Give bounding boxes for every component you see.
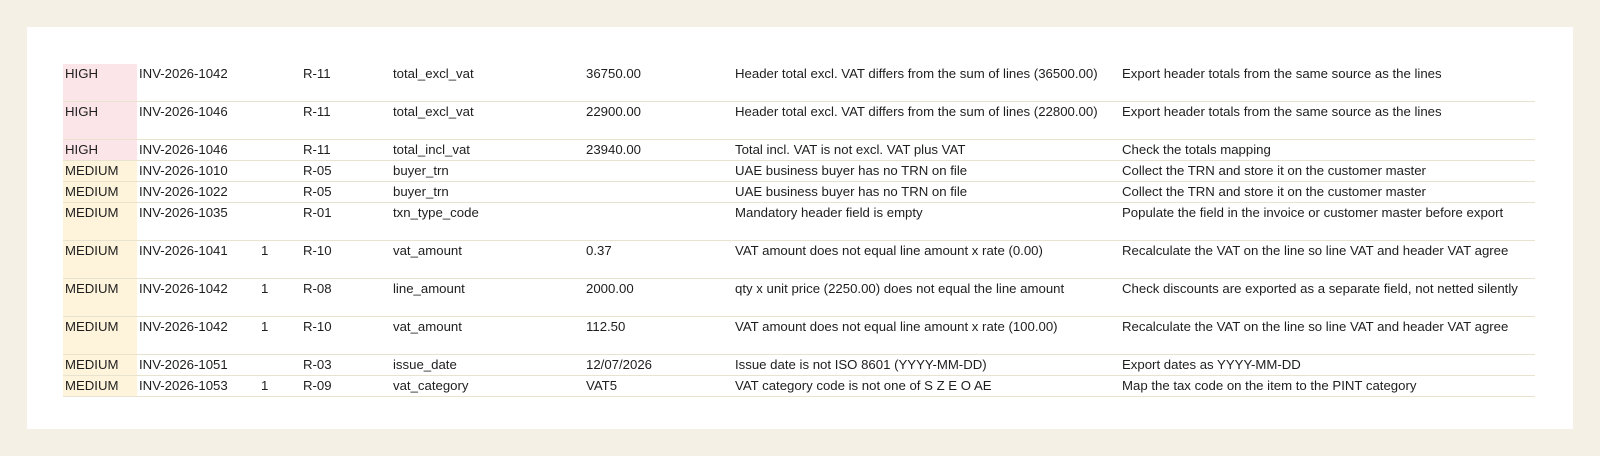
message-cell: qty x unit price (2250.00) does not equal the line amount (733, 279, 1120, 317)
rule-id-cell: R-10 (301, 241, 391, 279)
value-cell: 0.37 (584, 241, 733, 279)
field-name-cell: buyer_trn (391, 182, 584, 203)
line-number-cell (259, 182, 301, 203)
table-row (63, 241, 1535, 279)
field-name-cell: vat_category (391, 376, 584, 397)
table-row (63, 376, 1535, 397)
severity-cell: MEDIUM (63, 161, 137, 182)
severity-cell: HIGH (63, 64, 137, 102)
table-row (63, 140, 1535, 161)
field-name-cell: total_excl_vat (391, 64, 584, 102)
line-number-cell (259, 140, 301, 161)
fix-cell: Collect the TRN and store it on the customer master (1120, 182, 1535, 203)
rule-id-cell: R-09 (301, 376, 391, 397)
field-name-cell: total_excl_vat (391, 102, 584, 140)
message-cell: UAE business buyer has no TRN on file (733, 182, 1120, 203)
invoice-number-cell: INV-2026-1046 (137, 140, 259, 161)
value-cell: 22900.00 (584, 102, 733, 140)
line-number-cell: 1 (259, 279, 301, 317)
severity-cell: MEDIUM (63, 376, 137, 397)
rule-id-cell: R-11 (301, 102, 391, 140)
severity-cell: HIGH (63, 102, 137, 140)
table-row (63, 102, 1535, 140)
table-row (63, 317, 1535, 355)
rule-id-cell: R-05 (301, 182, 391, 203)
value-cell: 112.50 (584, 317, 733, 355)
fix-cell: Populate the field in the invoice or customer master before export (1120, 203, 1535, 241)
table-row (63, 203, 1535, 241)
findings-table (63, 64, 1535, 397)
rule-id-cell: R-11 (301, 64, 391, 102)
invoice-number-cell: INV-2026-1010 (137, 161, 259, 182)
invoice-number-cell: INV-2026-1041 (137, 241, 259, 279)
table-row (63, 64, 1535, 102)
rule-id-cell: R-05 (301, 161, 391, 182)
rule-id-cell: R-03 (301, 355, 391, 376)
fix-cell: Export dates as YYYY-MM-DD (1120, 355, 1535, 376)
line-number-cell (259, 203, 301, 241)
message-cell: VAT category code is not one of S Z E O AE (733, 376, 1120, 397)
value-cell: 36750.00 (584, 64, 733, 102)
message-cell: VAT amount does not equal line amount x rate (0.00) (733, 241, 1120, 279)
message-cell: Issue date is not ISO 8601 (YYYY-MM-DD) (733, 355, 1120, 376)
value-cell: 2000.00 (584, 279, 733, 317)
rule-id-cell: R-01 (301, 203, 391, 241)
message-cell: Mandatory header field is empty (733, 203, 1120, 241)
fix-cell: Recalculate the VAT on the line so line VAT and header VAT agree (1120, 241, 1535, 279)
table-row (63, 161, 1535, 182)
findings-sheet (27, 27, 1573, 429)
invoice-number-cell: INV-2026-1035 (137, 203, 259, 241)
fix-cell: Check the totals mapping (1120, 140, 1535, 161)
severity-cell: MEDIUM (63, 279, 137, 317)
fix-cell: Collect the TRN and store it on the customer master (1120, 161, 1535, 182)
field-name-cell: total_incl_vat (391, 140, 584, 161)
line-number-cell: 1 (259, 376, 301, 397)
invoice-number-cell: INV-2026-1042 (137, 317, 259, 355)
line-number-cell (259, 64, 301, 102)
line-number-cell (259, 102, 301, 140)
line-number-cell: 1 (259, 241, 301, 279)
value-cell (584, 182, 733, 203)
findings-rows (63, 64, 1535, 397)
rule-id-cell: R-10 (301, 317, 391, 355)
rule-id-cell: R-08 (301, 279, 391, 317)
value-cell: 12/07/2026 (584, 355, 733, 376)
invoice-number-cell: INV-2026-1042 (137, 64, 259, 102)
value-cell (584, 161, 733, 182)
invoice-number-cell: INV-2026-1046 (137, 102, 259, 140)
line-number-cell: 1 (259, 317, 301, 355)
field-name-cell: vat_amount (391, 317, 584, 355)
table-row (63, 279, 1535, 317)
rule-id-cell: R-11 (301, 140, 391, 161)
fix-cell: Recalculate the VAT on the line so line VAT and header VAT agree (1120, 317, 1535, 355)
fix-cell: Export header totals from the same source as the lines (1120, 64, 1535, 102)
message-cell: UAE business buyer has no TRN on file (733, 161, 1120, 182)
invoice-number-cell: INV-2026-1022 (137, 182, 259, 203)
severity-cell: MEDIUM (63, 355, 137, 376)
line-number-cell (259, 355, 301, 376)
line-number-cell (259, 161, 301, 182)
invoice-number-cell: INV-2026-1042 (137, 279, 259, 317)
value-cell: 23940.00 (584, 140, 733, 161)
invoice-number-cell: INV-2026-1053 (137, 376, 259, 397)
invoice-number-cell: INV-2026-1051 (137, 355, 259, 376)
severity-cell: MEDIUM (63, 241, 137, 279)
table-row (63, 182, 1535, 203)
message-cell: Total incl. VAT is not excl. VAT plus VAT (733, 140, 1120, 161)
table-row (63, 355, 1535, 376)
field-name-cell: issue_date (391, 355, 584, 376)
value-cell (584, 203, 733, 241)
field-name-cell: buyer_trn (391, 161, 584, 182)
field-name-cell: txn_type_code (391, 203, 584, 241)
severity-cell: MEDIUM (63, 182, 137, 203)
severity-cell: HIGH (63, 140, 137, 161)
value-cell: VAT5 (584, 376, 733, 397)
message-cell: Header total excl. VAT differs from the sum of lines (36500.00) (733, 64, 1120, 102)
severity-cell: MEDIUM (63, 203, 137, 241)
field-name-cell: line_amount (391, 279, 584, 317)
fix-cell: Map the tax code on the item to the PINT category (1120, 376, 1535, 397)
field-name-cell: vat_amount (391, 241, 584, 279)
fix-cell: Check discounts are exported as a separate field, not netted silently (1120, 279, 1535, 317)
message-cell: VAT amount does not equal line amount x rate (100.00) (733, 317, 1120, 355)
severity-cell: MEDIUM (63, 317, 137, 355)
fix-cell: Export header totals from the same source as the lines (1120, 102, 1535, 140)
message-cell: Header total excl. VAT differs from the sum of lines (22800.00) (733, 102, 1120, 140)
